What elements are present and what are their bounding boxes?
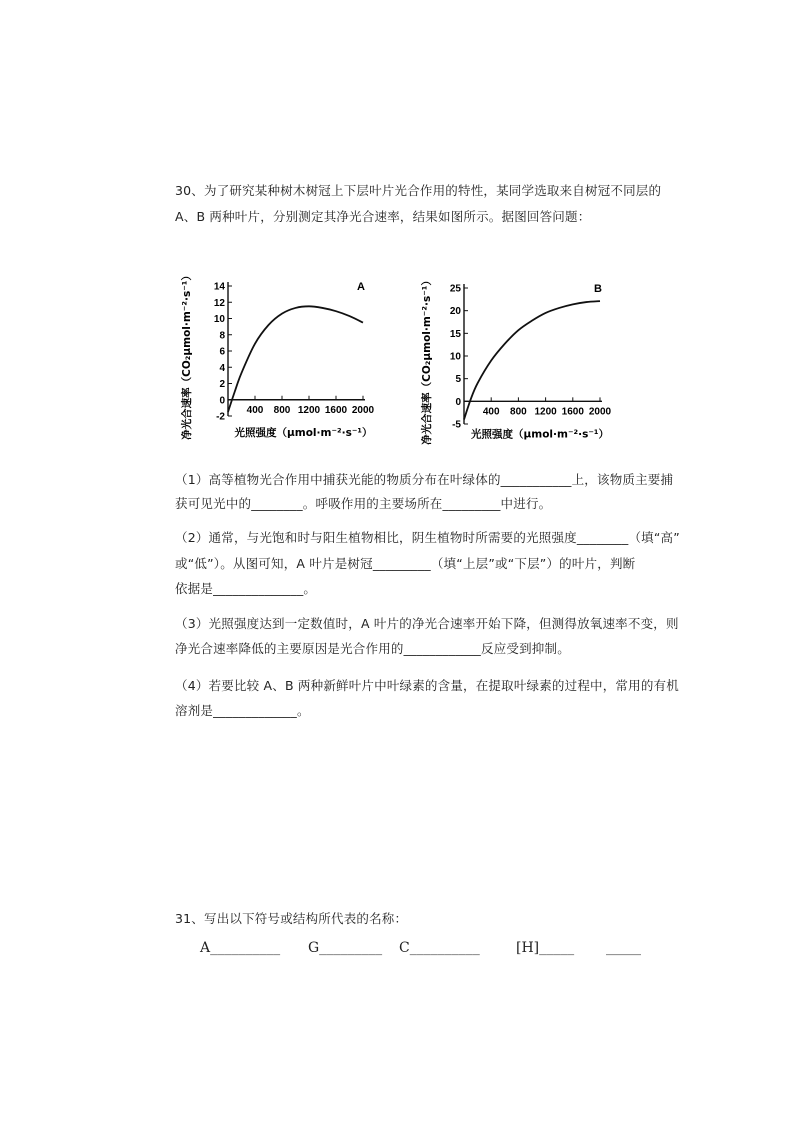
x-axis-label: 光照强度（μmol·m⁻²·s⁻¹） (471, 428, 609, 441)
y-tick-label: 10 (213, 314, 225, 325)
y-axis-label: 净光合速率（CO₂μmol·m⁻²·s⁻¹） (421, 275, 433, 445)
q30-intro-line1: 30、为了研究某种树木树冠上下层叶片光合作用的特性，某同学选取来自树冠不同层的 (175, 183, 662, 198)
y-tick-label: 10 (449, 351, 461, 363)
y-tick-label: 6 (219, 346, 225, 358)
q31-intro: 31、写出以下符号或结构所代表的名称： (175, 911, 408, 926)
q30-part4-line2: 溶剂是_____________。 (175, 703, 310, 718)
chart-a (178, 268, 378, 448)
y-tick-label: 20 (449, 306, 461, 318)
q30-part3-line1: （3）光照强度达到一定数值时，A 叶片的净光合速率开始下降，但测得放氧速率不变，则 (175, 616, 679, 631)
q31-item-c: C__________ (399, 940, 480, 956)
y-tick-label: 25 (449, 283, 461, 295)
q30-part2-line1: （2）通常，与光饱和时与阳生植物相比，阴生植物时所需要的光照强度________（填“高” (175, 530, 680, 545)
x-tick-label: 1200 (534, 406, 557, 418)
q30-part2-line3: 依据是______________。 (175, 581, 317, 596)
y-tick-label: 2 (219, 379, 225, 390)
q30-part1-line2: 获可见光中的________。呼吸作用的主要场所在_________中进行。 (175, 496, 552, 511)
x-tick-label: 1600 (561, 406, 584, 418)
x-tick-label: 800 (273, 404, 291, 416)
y-tick-label: 0 (455, 396, 461, 408)
y-tick-label: 4 (219, 362, 225, 374)
y-tick-label: -5 (452, 419, 461, 431)
q30-part2-line2: 或“低”）。从图可知，A 叶片是树冠_________（填“上层”或“下层”）的叶片，判断 (175, 556, 636, 571)
x-tick-label: 400 (246, 404, 264, 416)
q30-part4-line1: （4）若要比较 A、B 两种新鲜叶片中叶绿素的含量，在提取叶绿素的过程中，常用的有机 (175, 678, 679, 693)
x-tick-label: 2000 (351, 404, 375, 416)
y-tick-label: 8 (219, 330, 225, 342)
x-tick-label: 1600 (324, 404, 348, 416)
y-tick-label: 15 (449, 328, 461, 340)
q30-part1-line1: （1）高等植物光合作用中捕获光能的物质分布在叶绿体的___________上，该物质主要捕 (175, 472, 674, 487)
q31-item-blank: _____ (606, 940, 641, 956)
x-axis-label: 光照强度（μmol·m⁻²·s⁻¹） (234, 426, 373, 439)
y-tick-label: 0 (219, 395, 225, 407)
y-tick-label: 5 (455, 374, 461, 386)
q31-item-g: G_________ (308, 940, 383, 956)
q30-part3-line2: 净光合速率降低的主要原因是光合作用的____________反应受到抑制。 (175, 641, 570, 656)
x-tick-label: 400 (482, 406, 500, 418)
q31-item-a: A__________ (200, 940, 281, 956)
series-line (228, 306, 363, 412)
x-tick-label: 1200 (297, 404, 321, 416)
chart-b (418, 268, 633, 448)
chart-title: B (594, 283, 602, 295)
x-tick-label: 2000 (588, 406, 612, 418)
y-tick-label: 12 (213, 297, 225, 309)
x-tick-label: 800 (510, 406, 527, 418)
y-tick-label: 14 (213, 281, 225, 293)
q31-item-h: [H]_____ (516, 940, 575, 956)
y-axis-label: 净光合速率（CO₂μmol·m⁻²·s⁻¹） (181, 270, 193, 440)
y-tick-label: -2 (216, 411, 225, 423)
chart-title: A (357, 281, 365, 293)
q30-intro-line2: A、B 两种叶片，分别测定其净光合速率，结果如图所示。据图回答问题： (175, 209, 591, 224)
